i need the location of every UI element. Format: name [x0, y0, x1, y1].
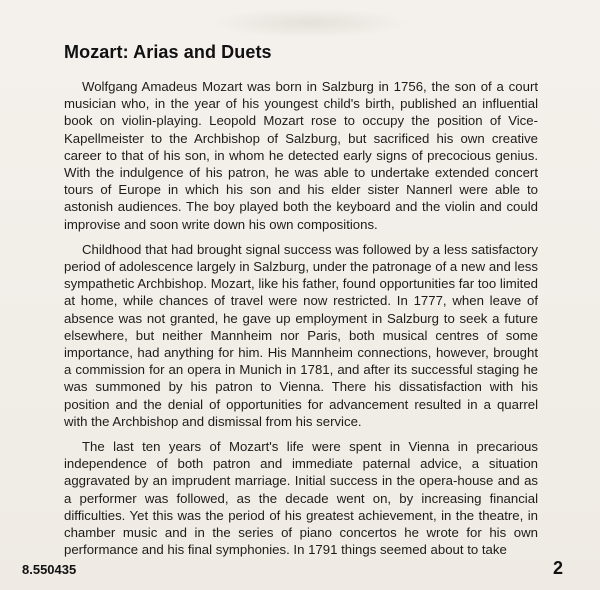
- page-number: 2: [553, 558, 564, 578]
- paragraph-birth: Wolfgang Amadeus Mozart was born in Salzburg in 1756, the son of a court musician who, in the year of his youngest child's birth, published an influential book on violin-playing. Leopold Mozart rose to occupy the position of Vice-Kapellmeister to the Archbishop of Salzburg, but sacrificed his own creative career to that of his son, in whom he detected early signs of precocious genius. With the indulgence of his patron, he was able to undertake extended concert tours of Europe in which his son and his elder sister Nannerl were able to astonish audiences. The boy played both the keyboard and the violin and could improvise and soon write down his own compositions.: [64, 79, 538, 232]
- paragraph-childhood: Childhood that had brought signal success was followed by a less satisfactory period of adolescence largely in Salzburg, under the patronage of a new and less sympathetic Archbishop. Mozart, like his father, found opportunities far too limited at home, while chances of travel were now restricted. In 1777, when leave of absence was not granted, he gave up employment in Salzburg to seek a future elsewhere, but neither Mannheim nor Paris, both musical centres of some importance, had anything for him. His Mannheim connections, however, brought a commission for an opera in Munich in 1781, and after its successful staging he was summoned by his patron to Vienna. There his dissatisfaction with his position and the denial of opportunities for advancement resulted in a quarrel with the Archbishop and dismissal from his service.: [64, 241, 538, 429]
- paragraph-vienna: The last ten years of Mozart's life were spent in Vienna in precarious independence of both patron and immediate paternal advice, a situation aggravated by an imprudent marriage. Initial success in the opera-house and as a performer was followed, as the decade went on, by increasing financial difficulties. Yet this was the period of his greatest achievement, in the theatre, in chamber music and in the series of piano concertos he wrote for his own performance and his final symphonies. In 1791 things seemed about to take: [64, 439, 538, 558]
- bleed-through-mark: [210, 8, 410, 38]
- catalog-number: 8.550435: [22, 562, 77, 577]
- page-title: Mozart: Arias and Duets: [64, 42, 272, 62]
- body-text: [64, 78, 538, 566]
